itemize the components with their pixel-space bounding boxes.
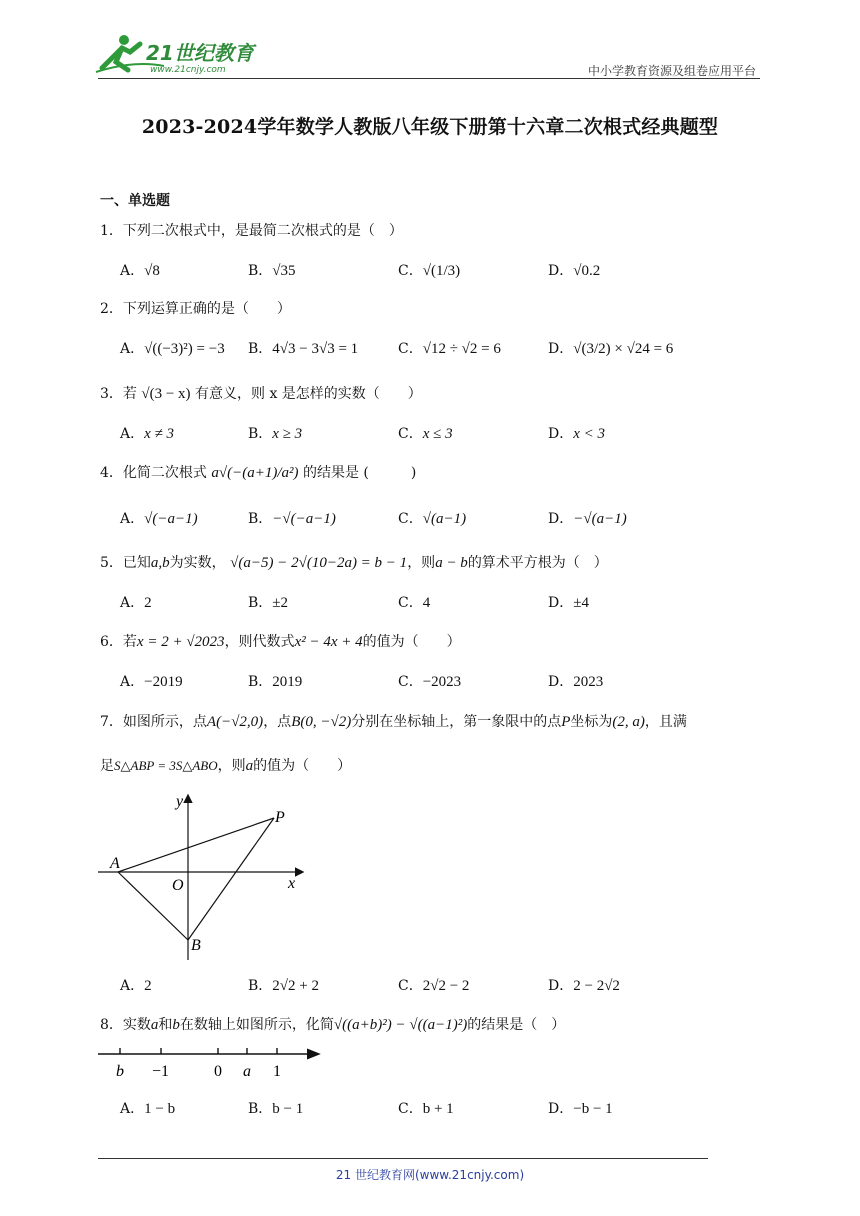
q8-option-d: D．−b − 1	[548, 1101, 613, 1117]
nl-label-neg1: −1	[152, 1063, 170, 1080]
nl-label-1: 1	[273, 1063, 281, 1080]
question-2: 2．下列运算正确的是（ ）	[100, 301, 291, 317]
header-divider	[98, 78, 760, 79]
q7-option-a: A．2	[120, 978, 152, 994]
question-4: 4．化简二次根式 a√(−(a+1)/a²) 的结果是 ( )	[100, 465, 417, 481]
q5-option-d: D．±4	[548, 595, 589, 611]
label-a: A	[110, 855, 120, 872]
q7-option-b: B．2√2 + 2	[248, 978, 319, 994]
q3-option-a: A．x ≠ 3	[120, 426, 175, 442]
label-y: y	[176, 793, 184, 810]
q6-option-d: D．2023	[548, 674, 604, 690]
segment-ap	[118, 818, 274, 872]
q8-option-b: B．b − 1	[248, 1101, 304, 1117]
q8-number-line	[96, 1044, 326, 1082]
q7-option-c: C．2√2 − 2	[398, 978, 470, 994]
q4-option-b: B．−√(−a−1)	[248, 511, 336, 527]
q5-option-a: A．2	[120, 595, 152, 611]
logo-text: 21世纪教育	[146, 41, 254, 65]
section-heading: 一、单选题	[100, 193, 170, 209]
question-3: 3．若 √(3 − x) 有意义，则 x 是怎样的实数（ ）	[100, 386, 422, 402]
q2-option-d: D．√(3/2) × √24 = 6	[548, 341, 674, 357]
nl-label-0: 0	[214, 1063, 222, 1080]
q1-option-c: C．√(1/3)	[398, 263, 461, 279]
q4-option-a: A．√(−a−1)	[120, 511, 198, 527]
q6-option-b: B．2019	[248, 674, 303, 690]
footer-divider	[98, 1158, 708, 1159]
site-logo	[94, 30, 264, 76]
q7-option-d: D．2 − 2√2	[548, 978, 620, 994]
q1-option-a: A．√8	[120, 263, 160, 279]
question-7-line-1: 7．如图所示，点A(−√2,0)，点B(0, −√2)分别在坐标轴上，第一象限中的点P坐标为(2, a)，且满	[100, 714, 687, 730]
question-7-line-2: 足S△ABP = 3S△ABO，则a的值为（ ）	[100, 758, 352, 774]
segment-bp	[188, 818, 274, 940]
q6-option-a: A．−2019	[120, 674, 183, 690]
question-1: 1．下列二次根式中，是最简二次根式的是（ ）	[100, 223, 403, 239]
q2-option-a: A．√((−3)²) = −3	[120, 341, 225, 357]
q5-option-b: B．±2	[248, 595, 289, 611]
q3-option-d: D．x < 3	[548, 426, 606, 442]
q1-option-b: B．√35	[248, 263, 296, 279]
q2-option-b: B．4√3 − 3√3 = 1	[248, 341, 359, 357]
q3-option-b: B．x ≥ 3	[248, 426, 303, 442]
question-6: 6．若x = 2 + √2023，则代数式x² − 4x + 4的值为（ ）	[100, 634, 461, 650]
q8-option-a: A．1 − b	[120, 1101, 176, 1117]
question-5: 5．已知a,b为实数， √(a−5) − 2√(10−2a) = b − 1，则a − b的算术平方根为（ ）	[100, 555, 608, 571]
question-8: 8．实数a和b在数轴上如图所示，化简√((a+b)²) − √((a−1)²)的结果是（ ）	[100, 1017, 566, 1033]
q2-option-c: C．√12 ÷ √2 = 6	[398, 341, 501, 357]
q7-coordinate-figure	[96, 790, 316, 962]
label-p: P	[275, 809, 285, 826]
q4-option-c: C．√(a−1)	[398, 511, 467, 527]
page-title: 2023-2024学年数学人教版八年级下册第十六章二次根式经典题型	[141, 116, 719, 138]
footer-link[interactable]: 21 世纪教育网(www.21cnjy.com)	[335, 1168, 525, 1182]
label-b: B	[191, 937, 201, 954]
logo-url: www.21cnjy.com	[150, 65, 226, 75]
q1-option-d: D．√0.2	[548, 263, 601, 279]
q8-option-c: C．b + 1	[398, 1101, 454, 1117]
platform-name: 中小学教育资源及组卷应用平台	[587, 64, 756, 78]
label-o: O	[172, 877, 184, 894]
nl-label-b: b	[116, 1063, 124, 1080]
nl-label-a: a	[243, 1063, 251, 1080]
q3-option-c: C．x ≤ 3	[398, 426, 453, 442]
q6-option-c: C．−2023	[398, 674, 462, 690]
q5-option-c: C．4	[398, 595, 431, 611]
q4-option-d: D．−√(a−1)	[548, 511, 627, 527]
label-x: x	[288, 875, 296, 892]
